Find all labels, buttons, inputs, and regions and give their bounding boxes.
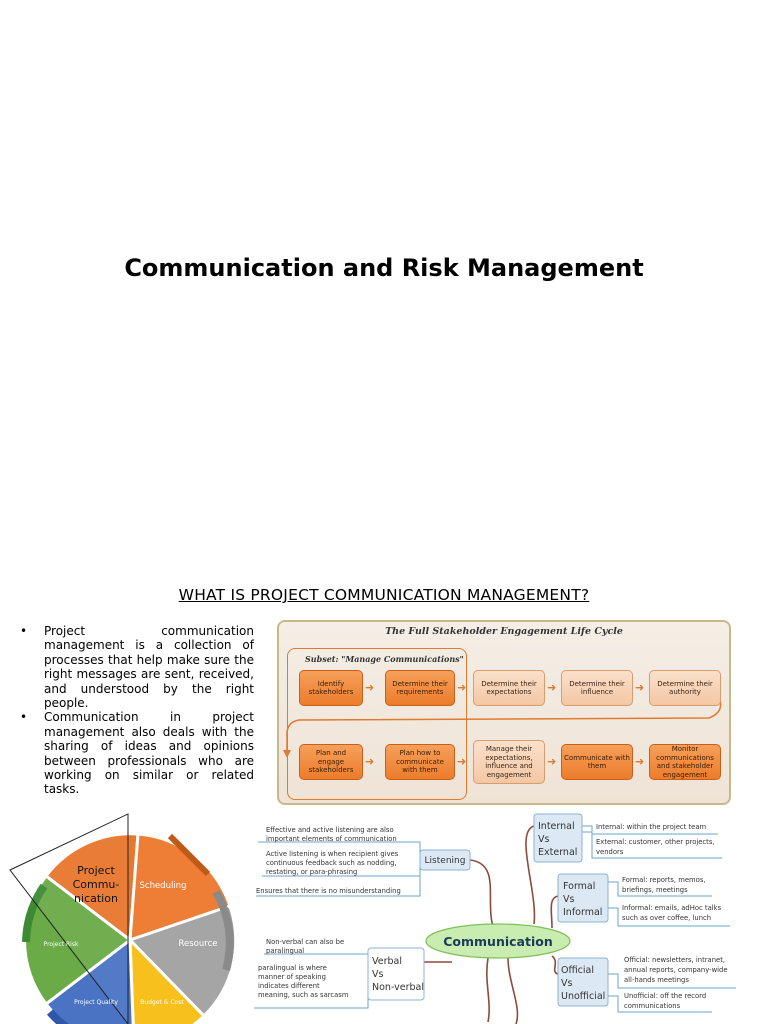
wheel-label-resource: Resource bbox=[178, 939, 218, 949]
note-text: communications bbox=[624, 1002, 681, 1010]
formal-label: Formal bbox=[563, 881, 596, 892]
lifecycle-step: Determine their requirements bbox=[385, 670, 455, 706]
arrow-right-icon: ➜ bbox=[635, 755, 645, 768]
note-text: Unofficial: off the record bbox=[624, 992, 707, 1000]
note-text: Informal: emails, adHoc talks bbox=[622, 904, 722, 912]
lifecycle-step: Identify stakeholders bbox=[299, 670, 363, 706]
lifecycle-step: Plan and engage stakeholders bbox=[299, 744, 363, 780]
note-text: all-hands meetings bbox=[624, 976, 689, 984]
wheel-label-quality: Project Quality bbox=[74, 999, 118, 1006]
arrow-right-icon: ➜ bbox=[457, 755, 467, 768]
verbal-label: Verbal bbox=[372, 956, 403, 967]
subset-label: Subset: "Manage Communications" bbox=[305, 654, 464, 664]
wheel-center-line: Commu- bbox=[72, 878, 120, 891]
note-text: paralingual bbox=[266, 947, 305, 955]
note-text: Official: newsletters, intranet, bbox=[624, 956, 726, 964]
arrow-right-icon: ➜ bbox=[365, 681, 375, 694]
note-text: briefings, meetings bbox=[622, 886, 688, 894]
note-text: such as over coffee, lunch bbox=[622, 914, 712, 922]
note-text: manner of speaking bbox=[258, 973, 326, 981]
bullet-item: • Project communication management is a collection of processes that help make sure the right messages are sent, received, and understood by the right people. bbox=[20, 624, 254, 710]
official-label: Official bbox=[561, 965, 594, 976]
wheel-label-budget: Budget & Cost bbox=[140, 999, 184, 1006]
project-communication-wheel bbox=[6, 812, 256, 1024]
note-text: continuous feedback such as nodding, bbox=[266, 859, 397, 867]
mindmap-center-label: Communication bbox=[443, 934, 553, 949]
arrow-right-icon: ➜ bbox=[365, 755, 375, 768]
note-text: Internal: within the project team bbox=[596, 823, 707, 831]
arrow-right-icon: ➜ bbox=[547, 755, 557, 768]
official-label: Unofficial bbox=[561, 991, 606, 1002]
note-text: annual reports, company-wide bbox=[624, 966, 728, 974]
note-text: Active listening is when recipient gives bbox=[266, 850, 399, 858]
internal-label: Vs bbox=[538, 834, 550, 845]
communication-mind-map bbox=[252, 812, 768, 1024]
note-text: Effective and active listening are also bbox=[266, 826, 394, 834]
arrow-right-icon: ➜ bbox=[457, 681, 467, 694]
lifecycle-title: The Full Stakeholder Engagement Life Cycle bbox=[385, 626, 623, 637]
lifecycle-step: Communicate with them bbox=[561, 744, 633, 780]
note-text: vendors bbox=[596, 848, 624, 856]
wheel-label-risk: Project Risk bbox=[43, 941, 79, 948]
note-text: meaning, such as sarcasm bbox=[258, 991, 349, 999]
note-text: Formal: reports, memos, bbox=[622, 876, 706, 884]
section-heading: WHAT IS PROJECT COMMUNICATION MANAGEMENT? bbox=[178, 586, 590, 604]
definition-list bbox=[20, 624, 254, 797]
slide-title: Communication and Risk Management bbox=[124, 254, 644, 282]
note-text: important elements of communication bbox=[266, 835, 397, 843]
wheel-center-line: Project bbox=[77, 864, 115, 877]
lifecycle-step: Monitor communications and stakeholder engagement bbox=[649, 744, 721, 780]
formal-label: Informal bbox=[563, 907, 603, 918]
listening-label: Listening bbox=[424, 856, 466, 866]
internal-label: Internal bbox=[538, 821, 575, 832]
lifecycle-step: Determine their expectations bbox=[473, 670, 545, 706]
note-text: restating, or para-phrasing bbox=[266, 868, 358, 876]
bullet-item: • Communication in project management also deals with the sharing of ideas and opinions between professionals who are working on similar or related tasks. bbox=[20, 710, 254, 796]
internal-label: External bbox=[538, 847, 578, 858]
formal-label: Vs bbox=[563, 894, 575, 905]
note-text: External: customer, other projects, bbox=[596, 838, 715, 846]
stakeholder-lifecycle-diagram bbox=[277, 620, 731, 805]
arrow-right-icon: ➜ bbox=[547, 681, 557, 694]
note-text: Ensures that there is no misunderstanding bbox=[256, 887, 401, 895]
note-text: paralingual is where bbox=[258, 964, 327, 972]
wheel-label-scheduling: Scheduling bbox=[139, 881, 187, 891]
lifecycle-step: Plan how to communicate with them bbox=[385, 744, 455, 780]
verbal-label: Vs bbox=[372, 969, 384, 980]
lifecycle-step: Determine their authority bbox=[649, 670, 721, 706]
lifecycle-step: Manage their expectations, influence and engagement bbox=[473, 740, 545, 784]
verbal-label: Non-verbal bbox=[372, 982, 424, 993]
arrow-right-icon: ➜ bbox=[635, 681, 645, 694]
official-label: Vs bbox=[561, 978, 573, 989]
wheel-center-line: nication bbox=[74, 892, 118, 905]
lifecycle-step: Determine their influence bbox=[561, 670, 633, 706]
note-text: Non-verbal can also be bbox=[266, 938, 345, 946]
note-text: indicates different bbox=[258, 982, 320, 990]
